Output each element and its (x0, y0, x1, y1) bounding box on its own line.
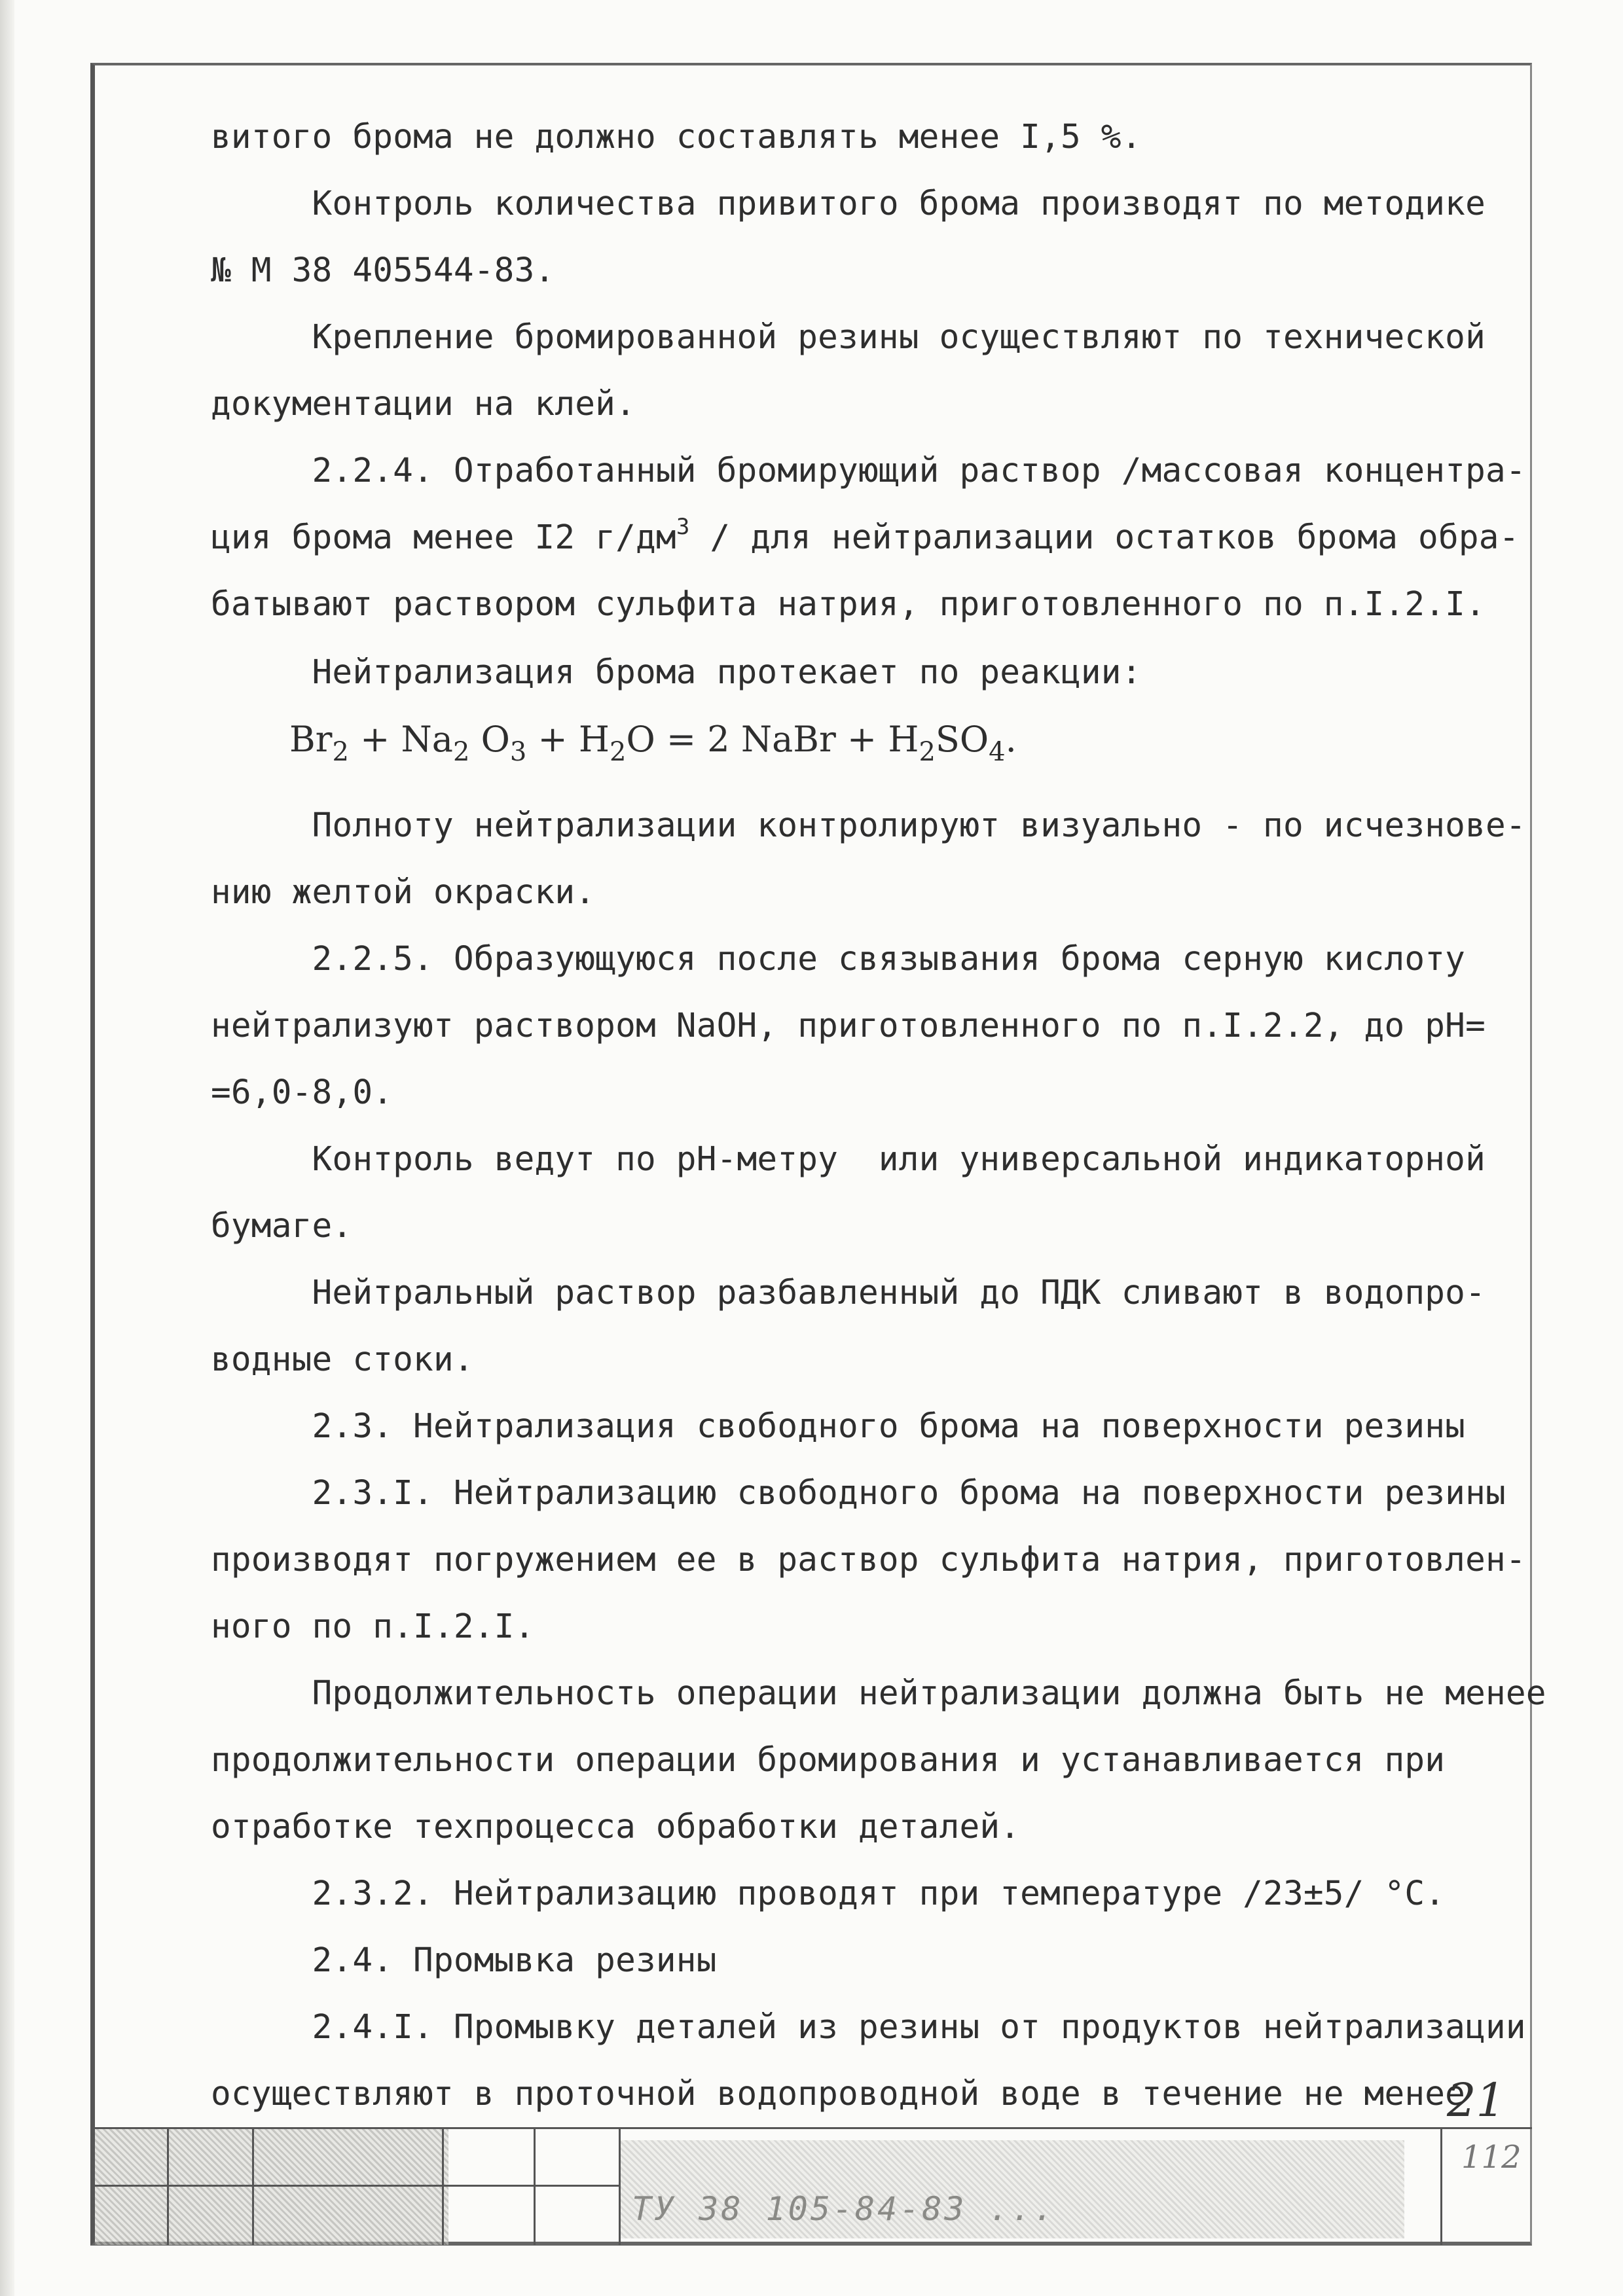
formula-part: + (526, 719, 579, 760)
text-line: водные стоки. (211, 1340, 474, 1379)
formula-part: SO (935, 719, 989, 760)
stamp-cell-divider (442, 2127, 444, 2245)
formula-subscript: 2 (332, 737, 349, 767)
text-line: 2.3.2. Нейтрализацию проводят при температуре /23±5/ °С. (211, 1874, 1446, 1913)
text-line: =6,0-8,0. (211, 1073, 393, 1112)
page-number: 21 (1447, 2073, 1506, 2127)
text-line: отработке техпроцесса обработки деталей. (211, 1808, 1021, 1846)
formula-part: + (348, 719, 401, 760)
text-line-with-superscript (211, 514, 1520, 561)
text-line: витого брома не должно составлять менее I,5 %. (211, 118, 1142, 156)
stamp-cell-divider (252, 2127, 254, 2245)
formula-part: . (1005, 719, 1017, 760)
text-line: осуществляют в проточной водопроводной воде в течение не менее (211, 2075, 1466, 2113)
scan-edge (0, 0, 14, 2296)
section-heading: 2.3. Нейтрализация свободного брома на поверхности резины (211, 1407, 1466, 1446)
line-part: ция брома менее I2 г/дм (211, 518, 676, 557)
formula-part: Na (401, 719, 453, 760)
formula-part: H (578, 719, 610, 760)
formula-part: O = 2 NaBr + H (626, 719, 919, 760)
text-line: Контроль количества привитого брома производят по методике (211, 185, 1486, 223)
text-line: батывают раствором сульфита натрия, приготовленного по п.I.2.I. (211, 585, 1486, 624)
stamp-cell-divider (619, 2127, 621, 2245)
text-line: 2.3.I. Нейтрализацию свободного брома на поверхности резины (211, 1474, 1506, 1513)
stamp-line (95, 2185, 619, 2187)
stamp-sheet-number: 112 (1461, 2139, 1522, 2176)
title-block-stamp (95, 2127, 1532, 2245)
text-line: ного по п.I.2.I. (211, 1607, 535, 1646)
section-heading: 2.4. Промывка резины (211, 1941, 717, 1980)
stamp-cell-divider (167, 2127, 169, 2245)
text-line: нию желтой окраски. (211, 873, 596, 912)
formula-subscript: 2 (919, 737, 936, 767)
text-line: 2.4.I. Промывку деталей из резины от продуктов нейтрализации (211, 2008, 1526, 2047)
line-part: / для нейтрализации остатков брома обра- (689, 518, 1520, 557)
text-line: Нейтральный раствор разбавленный до ПДК сливают в водопро- (211, 1274, 1486, 1312)
text-line: бумаге. (211, 1207, 353, 1246)
text-line: нейтрализуют раствором NaOH, приготовленного по п.I.2.2, до pH= (211, 1007, 1486, 1045)
stamp-document-code: ТУ 38 105-84-83 ... (632, 2190, 1056, 2228)
formula-subscript: 4 (989, 737, 1006, 767)
formula-part: Br (289, 719, 333, 760)
text-line: № М 38 405544-83. (211, 251, 555, 290)
text-line: продолжительности операции бромирования и устанавливается при (211, 1741, 1446, 1780)
text-line: производят погружением ее в раствор сульфита натрия, приготовлен- (211, 1541, 1526, 1579)
formula-subscript: 2 (610, 737, 627, 767)
text-line: Полноту нейтрализации контролируют визуально - по исчезнове- (211, 806, 1526, 845)
text-line: документации на клей. (211, 385, 636, 423)
text-line: 2.2.4. Отработанный бромирующий раствор /массовая концентра- (211, 452, 1526, 490)
stamp-line (95, 2127, 1532, 2129)
chemical-formula (289, 719, 1017, 767)
text-line: 2.2.5. Образующуюся после связывания брома серную кислоту (211, 940, 1466, 978)
text-line: Крепление бромированной резины осуществляют по технической (211, 318, 1486, 357)
formula-subscript: 2 (452, 737, 470, 767)
superscript: 3 (676, 514, 690, 540)
text-line: Контроль ведут по pH-метру или универсальной индикаторной (211, 1140, 1486, 1179)
stamp-cell-divider (534, 2127, 536, 2245)
formula-part: O (469, 719, 510, 760)
stamp-cell-divider (1440, 2127, 1442, 2245)
text-line: Нейтрализация брома протекает по реакции: (211, 653, 1142, 692)
text-line: Продолжительность операции нейтрализации должна быть не менее (211, 1674, 1546, 1713)
formula-subscript: 3 (509, 737, 527, 767)
